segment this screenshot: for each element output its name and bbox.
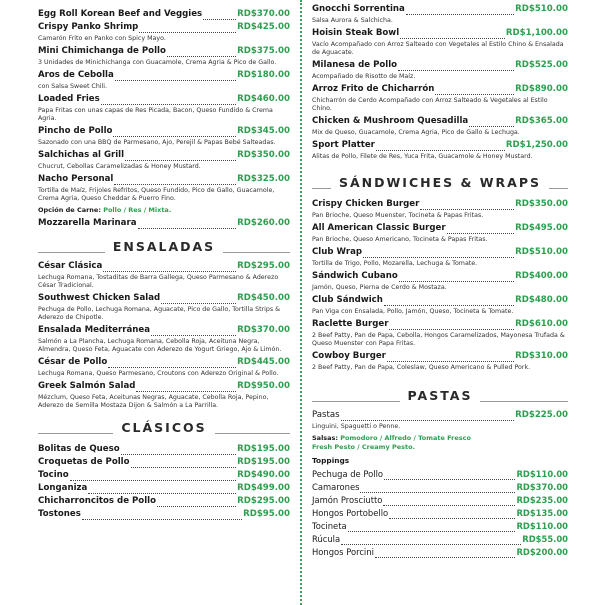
item-name: Sándwich Cubano	[312, 271, 398, 281]
item-price: RD$195.00	[237, 457, 290, 467]
menu-item	[38, 293, 290, 322]
item-name: Chicken & Mushroom Quesadilla	[312, 116, 469, 126]
menu-item	[38, 444, 290, 457]
item-description: Lechuga Romana, Tostaditas de Barra Gallega, Queso Parmesano & Aderezo César Tradicional.	[38, 274, 279, 289]
item-description: Lechuga Romana, Queso Parmesano, Croutons con Aderezo Original & Pollo.	[38, 370, 279, 377]
section-title: SÁNDWICHES & WRAPS	[331, 175, 549, 190]
item-name: Southwest Chicken Salad	[38, 293, 161, 303]
menu-item	[312, 223, 568, 244]
menu-item	[38, 470, 290, 483]
item-name: Croquetas de Pollo	[38, 457, 130, 467]
item-description: Pan Viga con Ensalada, Pollo, Jamón, Queso, Tocineta & Tomate.	[312, 308, 514, 315]
item-price: RD$200.00	[516, 547, 568, 557]
item-price: RD$495.00	[515, 223, 568, 233]
item-description: Tortilla de Trigo, Pollo, Mozarella, Lechuga & Tomate.	[312, 260, 478, 267]
leader-dots	[131, 467, 237, 468]
leader-dots	[387, 361, 514, 362]
item-name: Pincho de Pollo	[38, 126, 113, 136]
topping-item	[312, 521, 568, 534]
item-name: Pechuga de Pollo	[312, 469, 384, 479]
leader-dots	[398, 70, 514, 71]
item-description: Camarón Frito en Panko con Spicy Mayo.	[38, 35, 166, 42]
item-name: Raclette Burger	[312, 319, 389, 329]
leader-dots	[341, 544, 521, 545]
item-description: Alitas de Pollo, Filete de Res, Yuca Frita, Guacamole & Honey Mustard.	[312, 153, 533, 160]
item-name: Hongos Porcini	[312, 547, 374, 557]
menu-item	[38, 218, 290, 231]
column-divider	[300, 0, 302, 605]
item-name: Arroz Frito de Chicharrón	[312, 84, 435, 94]
item-price: RD$135.00	[516, 508, 568, 518]
item-price: RD$95.00	[243, 509, 290, 519]
menu-item	[38, 9, 290, 22]
leader-dots	[82, 519, 242, 520]
leader-dots	[115, 80, 236, 81]
menu-item	[38, 509, 290, 522]
leader-dots	[161, 303, 236, 304]
item-name: Sport Platter	[312, 140, 375, 150]
toppings-list	[312, 469, 568, 560]
menu-item	[38, 46, 290, 67]
menu-item	[312, 60, 568, 81]
item-description: Pan Brioche, Queso Muenster, Tocineta & Papas Fritas.	[312, 212, 484, 219]
item-name: César Clásica	[38, 261, 103, 271]
item-description: Chucrut, Cebollas Caramelizadas & Honey Mustard.	[38, 163, 201, 170]
item-price: RD$525.00	[515, 60, 568, 70]
section-header-pastas	[312, 386, 568, 406]
mains-list	[312, 4, 568, 161]
item-description: Jamón, Queso, Pierna de Cerdo & Mostaza.	[312, 284, 447, 291]
item-description: Sazonado con una BBQ de Parmesano, Ajo, Perejil & Papas Bebé Salteadas.	[38, 139, 276, 146]
item-price: RD$180.00	[237, 70, 290, 80]
item-price: RD$490.00	[237, 470, 290, 480]
leader-dots	[136, 391, 236, 392]
leader-dots	[341, 420, 514, 421]
leader-dots	[360, 492, 515, 493]
topping-item	[312, 495, 568, 508]
leader-dots	[114, 184, 236, 185]
leader-dots	[376, 150, 505, 151]
item-price: RD$225.00	[515, 410, 568, 420]
section-header-clasicos	[38, 418, 290, 438]
menu-item	[38, 381, 290, 410]
item-name: Ensalada Mediterránea	[38, 325, 151, 335]
item-name: All American Classic Burger	[312, 223, 446, 233]
leader-dots	[384, 479, 515, 480]
clasicos-list	[38, 444, 290, 522]
item-price: RD$450.00	[237, 293, 290, 303]
item-name: Salchichas al Grill	[38, 150, 125, 160]
leader-dots	[88, 493, 236, 494]
item-price: RD$110.00	[516, 521, 568, 531]
item-description: Vacío Acompañado con Arroz Salteado con Vegetales al Estilo Chino & Ensalada de Aguacate.	[312, 41, 564, 56]
item-price: RD$370.00	[516, 482, 568, 492]
section-title: PASTAS	[400, 388, 481, 403]
item-name: Loaded Fries	[38, 94, 100, 104]
item-price: RD$55.00	[522, 534, 568, 544]
item-price: RD$510.00	[515, 4, 568, 14]
item-name: Tocino	[38, 470, 69, 480]
item-name: Bolitas de Queso	[38, 444, 120, 454]
section-title: CLÁSICOS	[113, 420, 214, 435]
leader-dots	[384, 305, 514, 306]
item-name: Greek Salmón Salad	[38, 381, 136, 391]
item-price: RD$295.00	[237, 261, 290, 271]
item-name: Crispy Chicken Burger	[312, 199, 420, 209]
item-name: Hoisin Steak Bowl	[312, 28, 400, 38]
item-description: Acompañado de Risotto de Maíz.	[312, 73, 416, 80]
item-name: Gnocchi Sorrentina	[312, 4, 405, 14]
item-description: 2 Beef Patty, Pan de Papa, Coleslaw, Queso Americano & Pulled Pork.	[312, 364, 531, 371]
menu-item	[312, 247, 568, 268]
meat-options	[38, 206, 290, 214]
menu-item	[38, 325, 290, 354]
item-price: RD$295.00	[237, 496, 290, 506]
item-name: Club Wrap	[312, 247, 363, 257]
item-name: Jamón Prosciutto	[312, 495, 383, 505]
menu-item	[312, 84, 568, 113]
item-name: Tocineta	[312, 521, 347, 531]
leader-dots	[108, 367, 236, 368]
menu-item	[38, 174, 290, 203]
sandwiches-list	[312, 199, 568, 372]
menu-item	[312, 295, 568, 316]
item-price: RD$350.00	[515, 199, 568, 209]
pastas-list	[312, 410, 568, 452]
leader-dots	[389, 518, 515, 519]
item-price: RD$350.00	[237, 150, 290, 160]
menu-item	[312, 199, 568, 220]
sauce-options	[312, 434, 568, 452]
leader-dots	[420, 209, 514, 210]
item-price: RD$235.00	[516, 495, 568, 505]
topping-item	[312, 469, 568, 482]
item-name: Cowboy Burger	[312, 351, 386, 361]
item-name: Rúcula	[312, 534, 341, 544]
item-name: Mozzarella Marinara	[38, 218, 137, 228]
item-price: RD$499.00	[237, 483, 290, 493]
item-name: Pastas	[312, 410, 340, 420]
leader-dots	[383, 505, 515, 506]
item-name: César de Pollo	[38, 357, 108, 367]
sauce-options-line1: Pomodoro / Alfredo / Tomate Fresco	[340, 434, 471, 442]
item-name: Nacho Personal	[38, 174, 114, 184]
leader-dots	[101, 104, 236, 105]
item-price: RD$445.00	[237, 357, 290, 367]
leader-dots	[138, 228, 237, 229]
menu-item	[38, 357, 290, 378]
item-price: RD$400.00	[515, 271, 568, 281]
item-price: RD$480.00	[515, 295, 568, 305]
sauce-options-line2: Fresh Pesto / Creamy Pesto.	[312, 443, 416, 451]
item-price: RD$1,100.00	[505, 28, 568, 38]
item-price: RD$425.00	[237, 22, 290, 32]
item-price: RD$370.00	[237, 9, 290, 19]
item-name: Chicharroncitos de Pollo	[38, 496, 157, 506]
menu-item	[38, 22, 290, 43]
toppings-title: Toppings	[312, 456, 350, 465]
section-title: ENSALADAS	[105, 239, 223, 254]
right-column	[312, 4, 568, 560]
item-price: RD$310.00	[515, 351, 568, 361]
menu-item	[38, 126, 290, 147]
item-name: Milanesa de Pollo	[312, 60, 398, 70]
item-price: RD$345.00	[237, 126, 290, 136]
leader-dots	[113, 136, 236, 137]
meat-options-values: Pollo / Res / Mixta.	[103, 206, 172, 214]
leader-dots	[125, 160, 236, 161]
left-column	[38, 9, 290, 522]
section-header-sandwiches	[312, 173, 568, 193]
item-name: Egg Roll Korean Beef and Veggies	[38, 9, 203, 19]
topping-item	[312, 534, 568, 547]
topping-item	[312, 482, 568, 495]
menu-item	[312, 410, 568, 431]
menu-item	[38, 483, 290, 496]
menu-item	[312, 271, 568, 292]
appetizer-list	[38, 9, 290, 231]
item-name: Hongos Portobello	[312, 508, 389, 518]
ensaladas-list	[38, 261, 290, 410]
menu-item	[38, 70, 290, 91]
item-description: Salmón a La Plancha, Lechuga Romana, Cebolla Roja, Aceituna Negra, Almendra, Queso Feta, Aguacate con Aderezo de Yogurt Griego, Ajo & Limón.	[38, 338, 282, 353]
leader-dots	[447, 233, 515, 234]
topping-item	[312, 508, 568, 521]
leader-dots	[469, 126, 514, 127]
item-description: Tortilla de Maíz, Frijoles Refritos, Queso Fundido, Pico de Gallo, Guacamole, Crema Agria, Queso Cheddar & Puerro Fino.	[38, 187, 275, 202]
meat-options-label: Opción de Carne:	[38, 206, 101, 214]
leader-dots	[435, 94, 514, 95]
item-name: Camarones	[312, 482, 360, 492]
item-description: Mézclum, Queso Feta, Aceitunas Negras, Aguacate, Cebolla Roja, Pepino, Aderezo de Semilla Mostaza Dijon & Salmón a La Parrilla.	[38, 394, 269, 409]
item-price: RD$950.00	[237, 381, 290, 391]
menu-item	[312, 4, 568, 25]
item-price: RD$890.00	[515, 84, 568, 94]
menu-item	[312, 351, 568, 372]
item-price: RD$510.00	[515, 247, 568, 257]
leader-dots	[348, 531, 516, 532]
menu-item	[312, 116, 568, 137]
item-name: Aros de Cebolla	[38, 70, 114, 80]
item-description: Mix de Queso, Guacamole, Crema Agria, Pico de Gallo & Lechuga.	[312, 129, 520, 136]
item-description: Pan Brioche, Queso Americano, Tocineta & Papas Fritas.	[312, 236, 488, 243]
leader-dots	[103, 271, 236, 272]
item-name: Crispy Panko Shrimp	[38, 22, 139, 32]
item-description: con Salsa Sweet Chili.	[38, 83, 108, 90]
item-name: Tostones	[38, 509, 81, 519]
item-price: RD$325.00	[237, 174, 290, 184]
item-description: 2 Beef Patty, Pan de Papa, Cebolla, Hongos Caramelizados, Mayonesa Trufada & Queso Muenster con Papa Fritas.	[312, 332, 565, 347]
topping-item	[312, 547, 568, 560]
sauce-options-label: Salsas:	[312, 434, 339, 442]
leader-dots	[363, 257, 514, 258]
leader-dots	[121, 454, 236, 455]
item-price: RD$1,250.00	[505, 140, 568, 150]
item-price: RD$375.00	[237, 46, 290, 56]
item-description: Linguini, Spaguetti o Penne.	[312, 423, 401, 430]
item-price: RD$460.00	[237, 94, 290, 104]
item-price: RD$195.00	[237, 444, 290, 454]
leader-dots	[389, 329, 514, 330]
leader-dots	[139, 32, 236, 33]
item-description: Pechuga de Pollo, Lechuga Romana, Aguacate, Pico de Gallo, Tortilla Strips & Aderezo de Chipotle.	[38, 306, 281, 321]
menu-item	[312, 140, 568, 161]
leader-dots	[400, 38, 505, 39]
item-price: RD$370.00	[237, 325, 290, 335]
item-description: Papa Fritas con unas capas de Res Picada, Bacon, Queso Fundido & Crema Agria.	[38, 107, 273, 122]
menu-item	[38, 94, 290, 123]
menu-item	[38, 457, 290, 470]
item-price: RD$365.00	[515, 116, 568, 126]
leader-dots	[157, 506, 236, 507]
item-name: Longaniza	[38, 483, 88, 493]
section-header-ensaladas	[38, 237, 290, 257]
item-name: Mini Chimichanga de Pollo	[38, 46, 166, 56]
item-description: Chicharrón de Cerdo Acompañado con Arroz Salteado & Vegetales al Estilo Chino.	[312, 97, 548, 112]
menu-item	[312, 28, 568, 57]
item-description: Salsa Aurora & Salchicha.	[312, 17, 393, 24]
menu-item	[38, 261, 290, 290]
item-price: RD$610.00	[515, 319, 568, 329]
menu-item	[38, 150, 290, 171]
item-description: 3 Unidades de Minichichanga con Guacamole, Crema Agria & Pico de Gallo.	[38, 59, 277, 66]
leader-dots	[167, 56, 236, 57]
item-price: RD$110.00	[516, 469, 568, 479]
menu-item	[312, 319, 568, 348]
item-name: Club Sándwich	[312, 295, 383, 305]
item-price: RD$260.00	[237, 218, 290, 228]
menu-item	[38, 496, 290, 509]
leader-dots	[406, 14, 514, 15]
leader-dots	[375, 557, 516, 558]
leader-dots	[203, 19, 236, 20]
leader-dots	[151, 335, 236, 336]
leader-dots	[70, 480, 236, 481]
leader-dots	[399, 281, 514, 282]
